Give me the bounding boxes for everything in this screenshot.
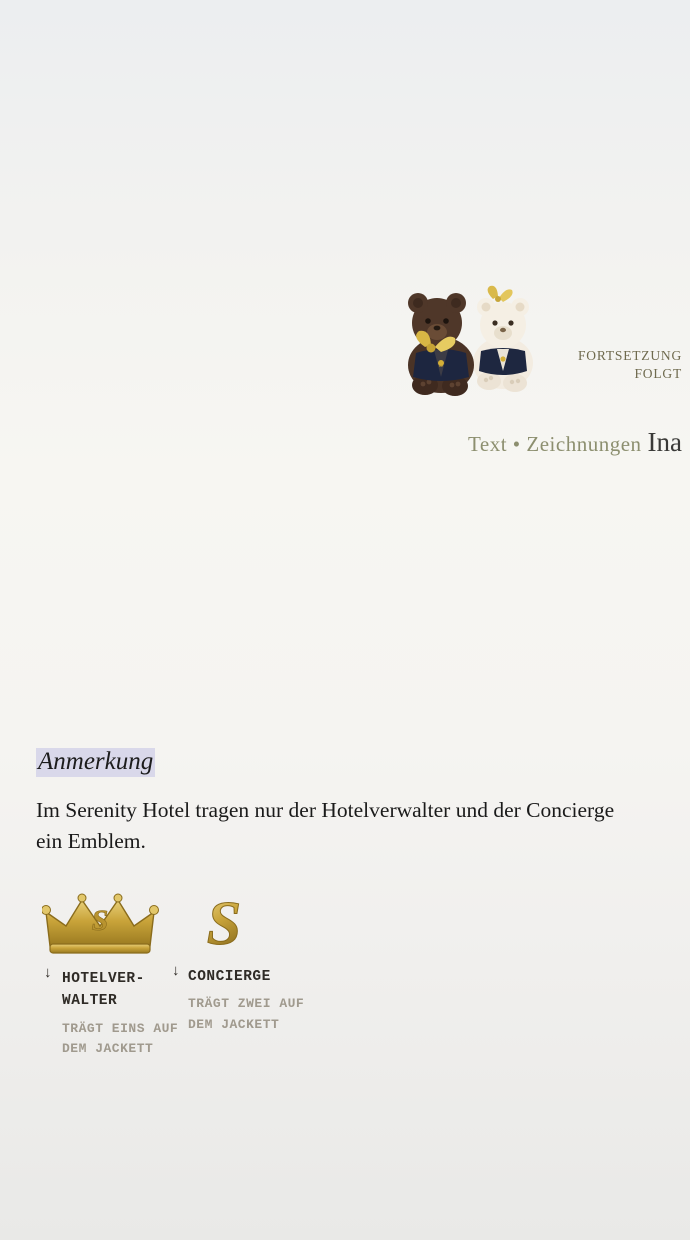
continuation-line-1: FORTSETZUNG (578, 348, 682, 363)
byline-author: Ina (647, 427, 682, 457)
legend-title-line-1: CONCIERGE (188, 969, 271, 985)
two-teddy-bears-illustration (385, 285, 560, 405)
byline (300, 427, 682, 458)
legend-subtitle-hotelverwalter (62, 1019, 192, 1059)
legend-title-line-1: HOTELVER- (62, 971, 145, 987)
legend-item-concierge (188, 966, 348, 1035)
byline-label: Text • Zeichnungen (468, 432, 642, 456)
legend-title-line-2: WALTER (62, 993, 118, 1010)
legend-title-concierge (188, 966, 348, 988)
continuation-line-2: FOLGT (634, 366, 682, 382)
emblem-legend (36, 888, 456, 1078)
legend-subtitle-concierge (188, 994, 348, 1034)
golden-crown-emblem-icon (42, 888, 160, 958)
legend-arrow-right-icon: ↓ (172, 962, 180, 979)
legend-title-hotelverwalter (62, 968, 192, 1013)
note-section (36, 748, 656, 857)
legend-subtitle-line-1: TRÄGT EINS AUF (62, 1020, 179, 1036)
legend-item-hotelverwalter (62, 968, 192, 1059)
legend-subtitle-line-1: TRÄGT ZWEI AUF (188, 996, 305, 1012)
golden-letter-s-emblem-icon (188, 886, 260, 958)
svg-text:S: S (91, 904, 109, 937)
note-title: Anmerkung (38, 748, 154, 775)
credits-block (0, 285, 690, 485)
legend-subtitle-line-2: DEM JACKETT (62, 1041, 154, 1057)
legend-subtitle-line-2: DEM JACKETT (188, 1016, 280, 1032)
svg-text:S: S (206, 890, 242, 958)
legend-arrow-left-icon: ↓ (44, 964, 52, 981)
note-body: Im Serenity Hotel tragen nur der Hotelverwalter und der Concierge ein Emblem. (36, 797, 615, 853)
svg-text:S: S (438, 360, 444, 369)
continuation-notice (500, 347, 682, 383)
